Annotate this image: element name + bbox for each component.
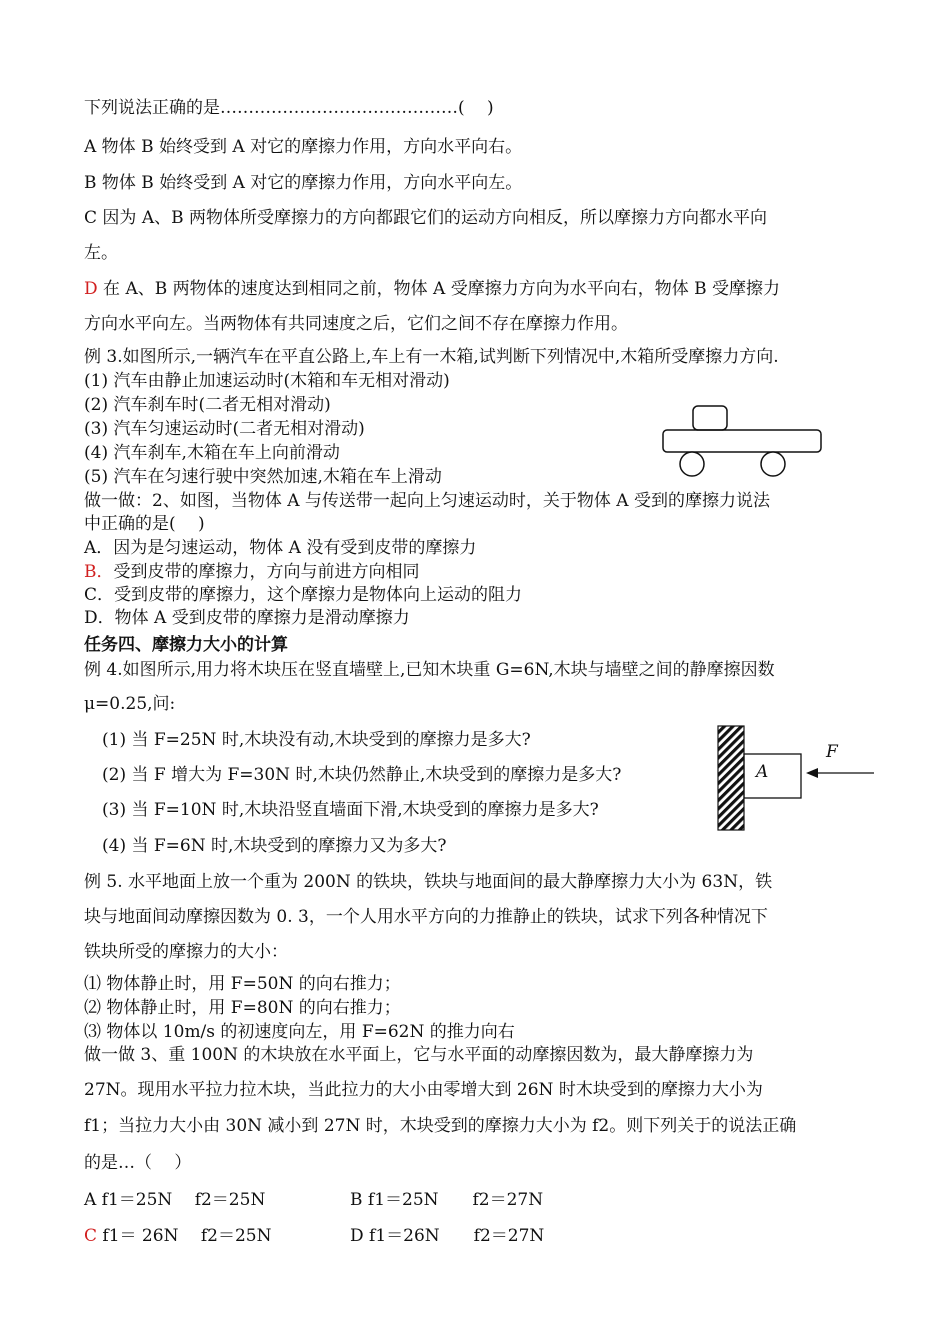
example-4-item: (4) 当 F=6N 时,木块受到的摩擦力又为多大? xyxy=(102,836,447,856)
example-5-line1: 例 5. 水平地面上放一个重为 200N 的铁块，铁块与地面间的最大静摩擦力大小为 63N，铁 xyxy=(84,872,773,892)
try-3-option-a: A f1＝25N f2＝25N xyxy=(84,1190,266,1210)
option-d-line2: 方向水平向左。当两物体有共同速度之后，它们之间不存在摩擦力作用。 xyxy=(84,314,628,334)
example-5-line2: 块与地面间动摩擦因数为 0. 3，一个人用水平方向的力推静止的铁块，试求下列各种情况下 xyxy=(84,907,768,927)
try-2-line2: 中正确的是( ) xyxy=(84,514,205,534)
wooden-box xyxy=(693,406,727,430)
example-3-item: (5) 汽车在匀速行驶中突然加速,木箱在车上滑动 xyxy=(84,467,442,487)
example-3-title: 例 3.如图所示,一辆汽车在平直公路上,车上有一木箱,试判断下列情况中,木箱所受摩擦力方向. xyxy=(84,347,779,367)
try-2-line1: 做一做：2、如图，当物体 A 与传送带一起向上匀速运动时，关于物体 A 受到的摩擦力说法 xyxy=(84,491,770,511)
try-3-line3: f1；当拉力大小由 30N 减小到 27N 时，木块受到的摩擦力大小为 f2。则下列关于的说法正确 xyxy=(84,1116,797,1136)
car-wheel-rear xyxy=(761,452,785,476)
example-5-item: ⑴ 物体静止时，用 F=50N 的向右推力； xyxy=(84,974,401,994)
option-a: A 物体 B 始终受到 A 对它的摩擦力作用，方向水平向右。 xyxy=(84,137,523,157)
try-2-option-d: D．物体 A 受到皮带的摩擦力是滑动摩擦力 xyxy=(84,608,410,628)
answer-marker-c: C xyxy=(84,1226,98,1246)
wall-hatch xyxy=(718,726,744,830)
block-a xyxy=(744,754,801,798)
try-3-option-d: D f1＝26N f2＝27N xyxy=(350,1226,545,1246)
answer-marker-d: D xyxy=(84,279,98,299)
option-b: B 物体 B 始终受到 A 对它的摩擦力作用，方向水平向左。 xyxy=(84,173,523,193)
force-arrow-head xyxy=(806,768,818,778)
option-c-line1: C 因为 A、B 两物体所受摩擦力的方向都跟它们的运动方向相反，所以摩擦力方向都水平向 xyxy=(84,208,767,228)
example-5-line3: 铁块所受的摩擦力的大小： xyxy=(84,942,288,962)
option-d-text: 在 A、B 两物体的速度达到相同之前，物体 A 受摩擦力方向为水平向右，物体 B 受摩擦力 xyxy=(97,279,781,299)
try-3-line2: 27N。现用水平拉力拉木块，当此拉力的大小由零增大到 26N 时木块受到的摩擦力大小为 xyxy=(84,1080,763,1100)
answer-marker-b: B． xyxy=(84,562,114,582)
try-3-option-c xyxy=(84,1225,271,1247)
question-intro: 下列说法正确的是……………………………………( ) xyxy=(84,98,494,118)
try-3-option-c-text: f1＝ 26N f2＝25N xyxy=(97,1226,272,1246)
car-diagram xyxy=(655,400,830,482)
force-label-f: F xyxy=(826,742,838,762)
try-3-line4: 的是…（ ） xyxy=(84,1153,192,1173)
example-5-item: ⑵ 物体静止时，用 F=80N 的向右推力； xyxy=(84,998,401,1018)
example-4-line1: 例 4.如图所示,用力将木块压在竖直墙壁上,已知木块重 G=6N,木块与墙壁之间的静摩擦因数 xyxy=(84,660,775,680)
section-heading: 任务四、摩擦力大小的计算 xyxy=(84,635,288,655)
try-2-option-a: A．因为是匀速运动，物体 A 没有受到皮带的摩擦力 xyxy=(84,538,477,558)
try-3-option-b: B f1＝25N f2＝27N xyxy=(350,1190,544,1210)
example-4-item: (1) 当 F=25N 时,木块没有动,木块受到的摩擦力是多大? xyxy=(102,730,531,750)
example-4-item: (2) 当 F 增大为 F=30N 时,木块仍然静止,木块受到的摩擦力是多大? xyxy=(102,765,622,785)
car-body xyxy=(663,430,821,452)
example-3-item: (3) 汽车匀速运动时(二者无相对滑动) xyxy=(84,419,365,439)
example-3-item: (4) 汽车刹车,木箱在车上向前滑动 xyxy=(84,443,340,463)
example-4-line2: μ=0.25,问: xyxy=(84,694,176,714)
wall-block-diagram xyxy=(716,724,880,832)
example-4-item: (3) 当 F=10N 时,木块沿竖直墙面下滑,木块受到的摩擦力是多大? xyxy=(102,800,599,820)
example-3-item: (2) 汽车刹车时(二者无相对滑动) xyxy=(84,395,331,415)
block-label-a: A xyxy=(756,762,769,782)
option-d-line1 xyxy=(84,278,780,300)
example-3-item: (1) 汽车由静止加速运动时(木箱和车无相对滑动) xyxy=(84,371,450,391)
car-wheel-front xyxy=(680,452,704,476)
try-2-option-b xyxy=(84,561,420,583)
example-5-item: ⑶ 物体以 10m/s 的初速度向左，用 F=62N 的推力向右 xyxy=(84,1022,515,1042)
option-c-line2: 左。 xyxy=(84,243,118,263)
try-2-option-b-text: 受到皮带的摩擦力，方向与前进方向相同 xyxy=(113,562,420,582)
try-2-option-c: C．受到皮带的摩擦力，这个摩擦力是物体向上运动的阻力 xyxy=(84,585,523,605)
try-3-line1: 做一做 3、重 100N 的木块放在水平面上，它与水平面的动摩擦因数为，最大静摩擦力为 xyxy=(84,1045,754,1065)
